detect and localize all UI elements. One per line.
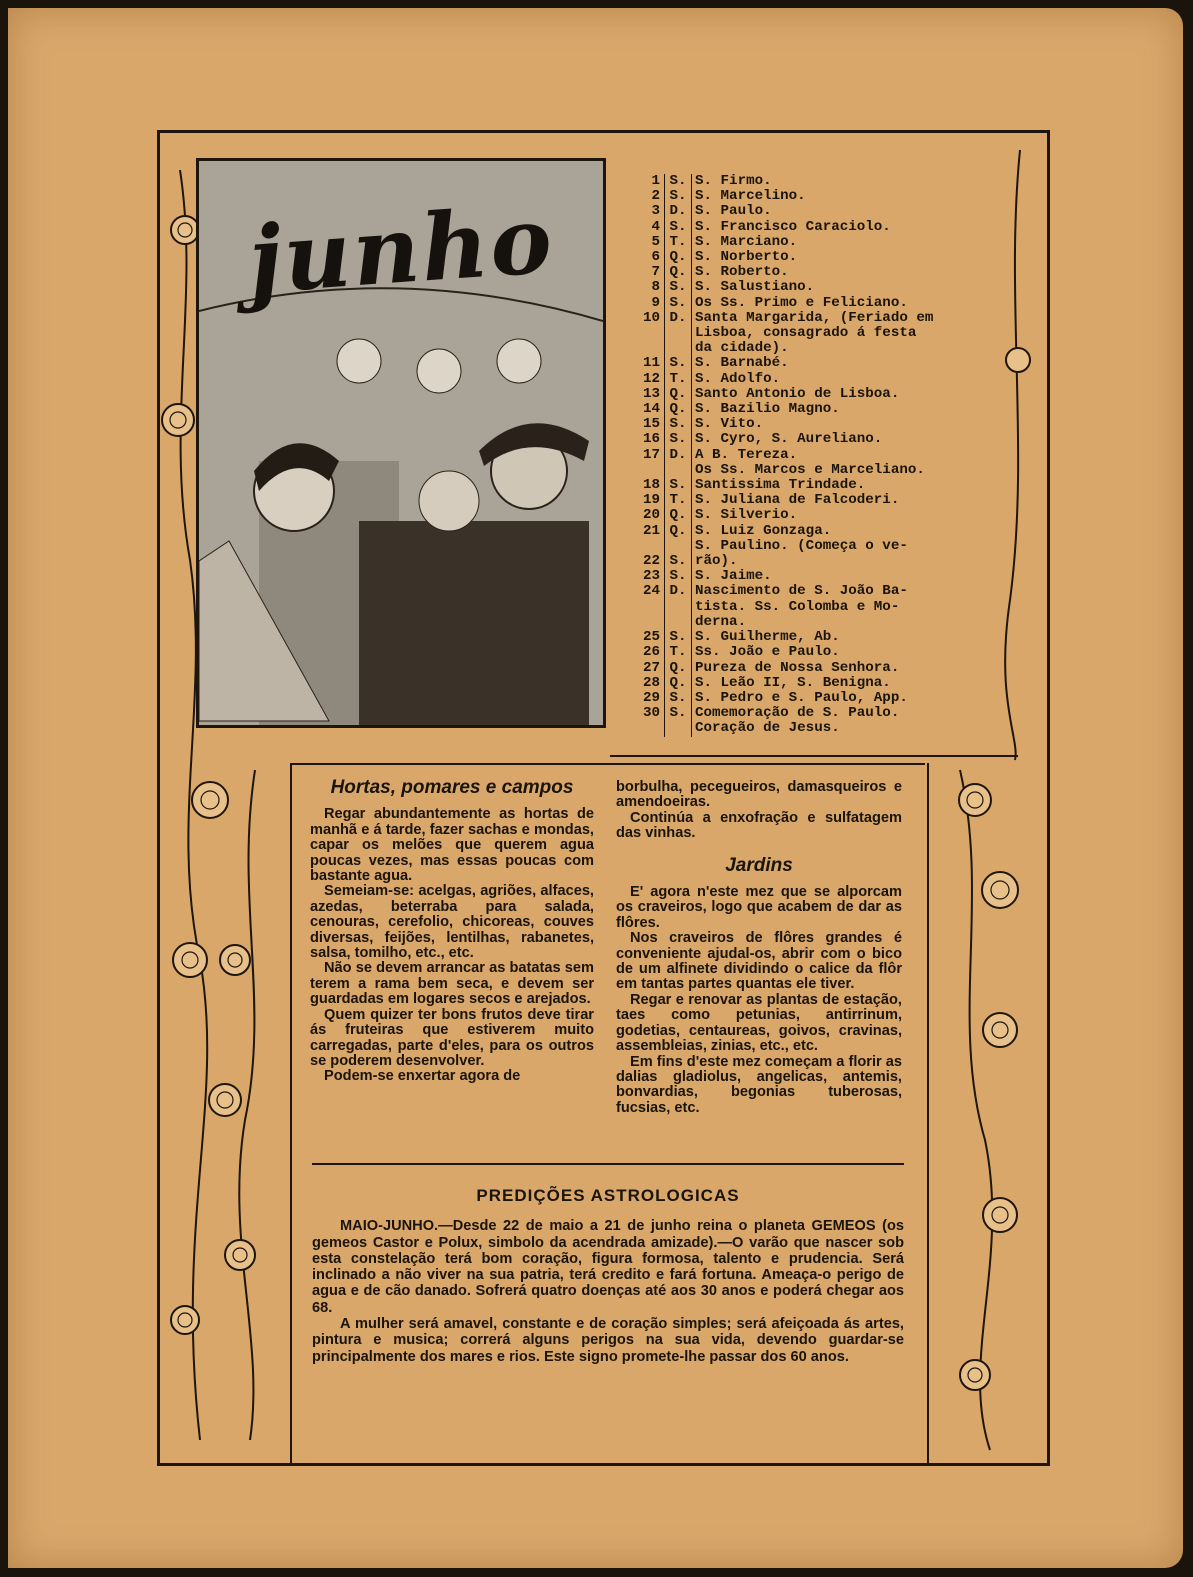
calendar-day: 11	[642, 355, 660, 372]
calendar-wd: D.	[664, 448, 692, 463]
calendar-day: 12	[642, 370, 660, 387]
calendar-saint: S. Juliana de Falcoderi.	[695, 492, 900, 509]
calendar-saint: Santissima Trindade.	[695, 477, 866, 494]
calendar-row	[630, 235, 1010, 250]
calendar-saint: Coração de Jesus.	[695, 720, 840, 737]
calendar-saint: S. Francisco Caraciolo.	[695, 218, 891, 235]
calendar-wd: S.	[664, 356, 692, 371]
calendar-row	[630, 356, 1010, 371]
calendar-day: 27	[642, 659, 660, 676]
hortas-continued: borbulha, pecegueiros, damasqueiros e amendoeiras.	[616, 779, 902, 811]
calendar-wd: S.	[664, 296, 692, 311]
calendar-wd: Q.	[664, 524, 692, 539]
jardins-paragraph: Regar e renovar as plantas de estação, taes como petunias, antirrinum, godetias, centaureas, goivos, cravinas, assembleias, zinias, etc., etc.	[616, 991, 902, 1055]
calendar-saint: Comemoração de S. Paulo.	[695, 705, 900, 722]
calendar-wd	[664, 326, 692, 341]
calendar-row	[630, 706, 1010, 721]
calendar-day: 3	[651, 203, 660, 220]
calendar-row	[630, 311, 1010, 326]
calendar-saint: S. Paulino. (Começa o ve-	[695, 537, 908, 554]
calendar-saint: S. Salustiano.	[695, 279, 815, 296]
calendar-row	[630, 493, 1010, 508]
calendar-row	[630, 265, 1010, 280]
calendar-wd: S.	[664, 432, 692, 447]
calendar-row	[630, 584, 1010, 599]
calendar-row	[630, 661, 1010, 676]
hortas-paragraph: Podem-se enxertar agora de	[324, 1068, 521, 1085]
hortas-paragraph: Quem quizer ter bons frutos deve tirar ás fruteiras que estiverem muito carregadas, parte d'eles, para os outros se poderem desenvolver.	[310, 1006, 594, 1069]
calendar-wd: S.	[664, 630, 692, 645]
calendar-saint: Os Ss. Marcos e Marceliano.	[695, 461, 925, 478]
calendar-wd: S.	[664, 280, 692, 295]
calendar-row	[630, 326, 1010, 341]
calendar-wd: T.	[664, 372, 692, 387]
predicoes-paragraph: MAIO-JUNHO.—Desde 22 de maio a 21 de junho reina o planeta GEMEOS (os gemeos Castor e Polux, simbolo da acendrada amizade).—O varão que nascer sob esta constelação terá bom coração, figura formosa, talento e prudencia. Será inclinado a não viver na sua patria, terá credito e fará fortuna. Ameaça-o perigo de agua e de cão danado. Sofrerá quatro doenças até aos 30 anos e poderá chegar aos 68.	[312, 1218, 904, 1316]
calendar-day: 7	[651, 264, 660, 281]
calendar-day: 21	[642, 522, 660, 539]
calendar-row	[630, 721, 1010, 736]
calendar-day: 5	[651, 233, 660, 250]
calendar-saint: derna.	[695, 613, 747, 630]
calendar-saint: Santa Margarida, (Feriado em	[695, 309, 934, 326]
calendar-row	[630, 174, 1010, 189]
calendar-day	[630, 326, 664, 341]
jardins-paragraph: Em fins d'este mez começam a florir as dalias gladiolus, angelicas, antemis, bonvardias, begonias tuberosas, fucsias, etc.	[616, 1053, 902, 1116]
calendar-wd: S.	[664, 554, 692, 569]
calendar-day: 9	[651, 294, 660, 311]
calendar-row	[630, 478, 1010, 493]
calendar-saint: S. Adolfo.	[695, 370, 781, 387]
calendar-wd	[664, 539, 692, 554]
calendar-wd: D.	[664, 311, 692, 326]
jardins-column	[616, 780, 902, 1116]
calendar-day: 24	[642, 583, 660, 600]
calendar-wd: Q.	[664, 250, 692, 265]
calendar-row	[630, 645, 1010, 660]
calendar-wd: S.	[664, 220, 692, 235]
calendar-saint: S. Cyro, S. Aureliano.	[695, 431, 883, 448]
calendar-saint: S. Pedro e S. Paulo, App.	[695, 689, 908, 706]
calendar-wd: Q.	[664, 661, 692, 676]
calendar-day	[630, 341, 664, 356]
calendar-day: 18	[642, 477, 660, 494]
calendar-row	[630, 250, 1010, 265]
calendar-day: 20	[642, 507, 660, 524]
calendar-row	[630, 189, 1010, 204]
calendar-wd: D.	[664, 584, 692, 599]
predicoes-paragraph: A mulher será amavel, constante e de coração simples; será afeiçoada ás artes, pintura e musica; correrá alguns perigos na sua vida, devendo guardar-se principalmente dos mares e rios. Este signo promete-lhe passar dos 60 anos.	[312, 1316, 904, 1365]
calendar-day	[630, 721, 664, 736]
calendar-row	[630, 463, 1010, 478]
calendar-saint: da cidade).	[695, 340, 789, 357]
calendar-row	[630, 432, 1010, 447]
calendar-saint: S. Silverio.	[695, 507, 798, 524]
calendar-wd: Q.	[664, 676, 692, 691]
calendar-day: 6	[651, 249, 660, 266]
calendar-day: 2	[651, 188, 660, 205]
calendar-saint: Pureza de Nossa Senhora.	[695, 659, 900, 676]
jardins-heading: Jardins	[725, 854, 793, 876]
calendar-day: 16	[642, 431, 660, 448]
calendar-row	[630, 280, 1010, 295]
festa-illustration	[196, 158, 606, 728]
calendar-row	[630, 539, 1010, 554]
calendar-bottom-rule	[610, 755, 1018, 757]
calendar-wd: S.	[664, 174, 692, 189]
calendar-wd: Q.	[664, 508, 692, 523]
predicoes-heading: PREDIÇÕES ASTROLOGICAS	[476, 1186, 740, 1205]
hortas-paragraph: Semeiam-se: acelgas, agriões, alfaces, azedas, beterraba para salada, cenouras, cerefolio, chicoreas, couves diversas, feijões, lentilhas, rabanetes, salsa, tomilho, etc., etc.	[310, 883, 594, 962]
hortas-heading: Hortas, pomares e campos	[330, 777, 574, 798]
calendar-saint: Santo Antonio de Lisboa.	[695, 385, 900, 402]
calendar-day: 28	[642, 674, 660, 691]
calendar-wd: T.	[664, 645, 692, 660]
calendar-wd: Q.	[664, 402, 692, 417]
calendar-row	[630, 569, 1010, 584]
calendar-wd: S.	[664, 478, 692, 493]
calendar-row	[630, 630, 1010, 645]
calendar-day: 30	[642, 705, 660, 722]
calendar-row	[630, 508, 1010, 523]
section-divider	[312, 1163, 904, 1165]
calendar-day	[630, 600, 664, 615]
calendar-day: 13	[642, 385, 660, 402]
calendar-wd: S.	[664, 417, 692, 432]
calendar-saint: Os Ss. Primo e Feliciano.	[695, 294, 908, 311]
calendar-day: 10	[642, 309, 660, 326]
calendar-saint: S. Paulo.	[695, 203, 772, 220]
month-title: junho	[244, 185, 558, 315]
calendar-row	[630, 402, 1010, 417]
calendar-saint: S. Luiz Gonzaga.	[695, 522, 832, 539]
calendar-wd: S.	[664, 569, 692, 584]
calendar-day: 22	[642, 553, 660, 570]
calendar-row	[630, 372, 1010, 387]
calendar-saint: tista. Ss. Colomba e Mo-	[695, 598, 900, 615]
calendar-row	[630, 220, 1010, 235]
calendar-wd: D.	[664, 204, 692, 219]
calendar-day: 4	[651, 218, 660, 235]
calendar-saint: S. Jaime.	[695, 568, 772, 585]
calendar-wd	[664, 721, 692, 736]
calendar-day: 15	[642, 416, 660, 433]
calendar-wd	[664, 600, 692, 615]
calendar-row	[630, 554, 1010, 569]
calendar-day	[630, 539, 664, 554]
calendar-day: 25	[642, 629, 660, 646]
predicoes-section	[312, 1188, 904, 1365]
calendar-wd	[664, 341, 692, 356]
calendar-saint: rão).	[695, 553, 738, 570]
calendar-row	[630, 524, 1010, 539]
calendar-saint: S. Leão II, S. Benigna.	[695, 674, 891, 691]
calendar-saint: S. Norberto.	[695, 249, 798, 266]
calendar-saint: Nascimento de S. João Ba-	[695, 583, 908, 600]
calendar-day: 17	[642, 446, 660, 463]
calendar-saint: S. Barnabé.	[695, 355, 789, 372]
calendar-row	[630, 676, 1010, 691]
calendar-day: 8	[651, 279, 660, 296]
calendar-wd: S.	[664, 706, 692, 721]
calendar-saint: S. Guilherme, Ab.	[695, 629, 840, 646]
calendar-saint: Lisboa, consagrado á festa	[695, 325, 917, 342]
calendar-saint: A B. Tereza.	[695, 446, 798, 463]
calendar-row	[630, 417, 1010, 432]
calendar-row	[630, 296, 1010, 311]
calendar-day: 29	[642, 689, 660, 706]
saints-calendar	[630, 174, 1010, 737]
calendar-wd: T.	[664, 235, 692, 250]
calendar-saint: S. Roberto.	[695, 264, 789, 281]
calendar-day: 19	[642, 492, 660, 509]
calendar-day: 14	[642, 401, 660, 418]
calendar-wd: Q.	[664, 265, 692, 280]
calendar-row	[630, 387, 1010, 402]
calendar-day	[630, 615, 664, 630]
calendar-row	[630, 600, 1010, 615]
calendar-day: 1	[651, 173, 660, 189]
calendar-row	[630, 448, 1010, 463]
jardins-paragraph: E' agora n'este mez que se alporcam os craveiros, logo que acabem de dar as flôres.	[616, 884, 902, 931]
calendar-wd: S.	[664, 189, 692, 204]
calendar-saint: S. Firmo.	[695, 173, 772, 189]
calendar-saint: S. Bazilio Magno.	[695, 401, 840, 418]
calendar-saint: S. Vito.	[695, 416, 764, 433]
calendar-day	[630, 463, 664, 478]
hortas-paragraph: Não se devem arrancar as batatas sem terem a rama bem seca, e devem ser guardadas em logares secos e arejados.	[310, 960, 594, 1008]
calendar-wd: Q.	[664, 387, 692, 402]
calendar-row	[630, 204, 1010, 219]
calendar-wd: T.	[664, 493, 692, 508]
calendar-saint: S. Marcelino.	[695, 188, 806, 205]
jardins-paragraph: Nos craveiros de flôres grandes é conveniente ajudal-os, abrir com o bico de um alfinete dividindo o calice da flôr em tantas partes quantas ele tiver.	[616, 930, 902, 993]
calendar-day: 23	[642, 568, 660, 585]
calendar-wd: S.	[664, 691, 692, 706]
calendar-row	[630, 341, 1010, 356]
calendar-wd	[664, 463, 692, 478]
calendar-wd	[664, 615, 692, 630]
calendar-row	[630, 691, 1010, 706]
hortas-column	[310, 777, 594, 1085]
hortas-continued: Continúa a enxofração e sulfatagem das vinhas.	[616, 809, 902, 842]
calendar-saint: S. Marciano.	[695, 233, 798, 250]
calendar-saint: Ss. João e Paulo.	[695, 644, 840, 661]
hortas-paragraph: Regar abundantemente as hortas de manhã e á tarde, fazer sachas e mondas, capar os melões que querem agua poucas vezes, mas essas poucas com bastante agua.	[310, 806, 594, 885]
calendar-day: 26	[642, 644, 660, 661]
calendar-row	[630, 615, 1010, 630]
